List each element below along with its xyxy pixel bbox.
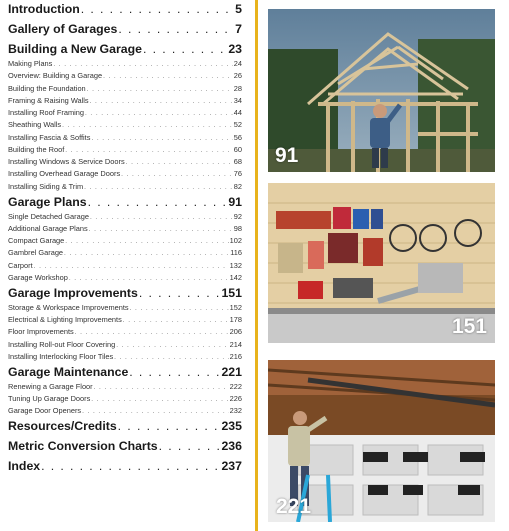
toc-dot-leader [116,341,228,350]
toc-entry-title: Garage Maintenance [8,364,129,379]
toc-subentry[interactable] [8,145,242,155]
toc-subentry[interactable] [8,133,242,143]
toc-entry-title: Making Plans [8,59,53,68]
toc-dot-leader [126,158,233,167]
toc-entry-page: 56 [233,132,242,142]
toc-subentry[interactable] [8,120,242,130]
toc-dot-leader [87,85,233,94]
toc-section-entry[interactable] [8,459,242,474]
toc-dot-leader [88,195,228,210]
toc-subentry[interactable] [8,169,242,179]
toc-subentry[interactable] [8,236,242,246]
toc-entry-page: 102 [229,236,242,245]
toc-subentry[interactable] [8,224,242,234]
toc-entry-page: 60 [233,144,242,154]
toc-entry-title: Storage & Workspace Improvements [8,302,129,312]
toc-subentry[interactable] [8,382,242,392]
toc-entry-title: Building a New Garage [8,42,142,56]
toc-entry-page: 26 [233,71,242,81]
toc-entry-title: Electrical & Lighting Improvements [8,315,122,324]
toc-dot-leader [62,121,233,130]
toc-dot-leader [90,97,233,106]
toc-dot-leader [118,22,234,37]
toc-entry-page: 98 [233,223,242,233]
toc-entry-title: Floor Improvements [8,327,74,337]
toc-section-entry[interactable] [8,365,242,380]
toc-entry-title: Garage Plans [8,194,87,209]
toc-entry-page: 28 [233,83,242,93]
toc-entry-title: Garage Workshop [8,272,68,282]
toc-entry-page: 235 [221,419,242,434]
toc-dot-leader [143,42,227,57]
toc-entry-page: 152 [229,302,242,312]
toc-section-entry[interactable] [8,42,242,57]
toc-entry-page: 52 [233,120,242,130]
toc-entry-title: Carport [8,260,33,270]
toc-entry-page: 216 [229,351,242,361]
photo-garage-framing [268,9,495,172]
toc-dot-leader [75,328,229,337]
toc-entry-page: 92 [233,211,242,221]
toc-dot-leader [53,60,232,69]
toc-entry-title: Gambrel Garage [8,248,64,258]
toc-entry-title: Gallery of Garages [8,22,118,36]
toc-entry-title: Installing Interlocking Floor Tiles [8,351,114,361]
toc-subentry[interactable] [8,394,242,404]
toc-section-entry[interactable] [8,419,242,434]
toc-entry-title: Renewing a Garage Floor [8,381,93,391]
toc-dot-leader [123,316,229,325]
toc-entry-page: 82 [233,181,242,191]
toc-section-entry[interactable] [8,22,242,37]
photo-garage-door-opener [268,360,495,522]
toc-subentry[interactable] [8,340,242,350]
toc-subentry[interactable] [8,96,242,106]
photo-page-number: 91 [275,144,299,167]
photo-page-number: 221 [276,495,312,518]
toc-entry-title: Installing Fascia & Soffits [8,132,91,142]
photo-garage-storage [268,183,495,343]
toc-section-entry[interactable] [8,2,242,17]
toc-subentry[interactable] [8,406,242,416]
toc-entry-page: 24 [233,59,242,68]
toc-subentry[interactable] [8,182,242,192]
toc-dot-leader [65,146,232,155]
toc-entry-title: Overview: Building a Garage [8,71,103,81]
toc-entry-page: 5 [235,2,242,16]
toc-entry-page: 226 [229,394,242,403]
toc-entry-page: 222 [229,381,242,391]
toc-entry-page: 237 [221,459,242,474]
toc-entry-title: Introduction [8,2,80,16]
toc-entry-title: Framing & Raising Walls [8,95,89,105]
toc-entry-title: Installing Windows & Service Doors [8,157,125,166]
toc-dot-leader [121,170,233,179]
toc-entry-title: Building the Foundation [8,83,86,93]
toc-entry-title: Metric Conversion Charts [8,439,158,454]
toc-entry-page: 116 [230,248,242,258]
toc-entry-page: 132 [229,260,242,270]
toc-entry-page: 44 [233,108,242,117]
toc-entry-page: 34 [233,95,242,105]
toc-dot-leader [103,72,233,81]
toc-entry-page: 68 [233,157,242,166]
toc-dot-leader [91,395,228,404]
toc-entry-page: 232 [229,406,242,416]
toc-dot-leader [41,459,220,474]
toc-dot-leader [84,183,233,192]
toc-subentry[interactable] [8,108,242,118]
toc-entry-title: Compact Garage [8,236,65,245]
toc-entry-title: Index [8,459,41,474]
toc-entry-page: 206 [229,327,242,337]
toc-subentry[interactable] [8,327,242,337]
toc-dot-leader [118,419,221,434]
toc-section-entry[interactable] [8,439,242,454]
toc-dot-leader [90,213,233,222]
toc-entry-page: 236 [221,439,242,454]
toc-entry-page: 221 [221,364,242,379]
toc-dot-leader [81,2,234,17]
toc-entry-title: Sheathing Walls [8,120,62,130]
toc-dot-leader [94,383,229,392]
toc-entry-title: Tuning Up Garage Doors [8,394,91,403]
toc-entry-title: Additional Garage Plans [8,223,88,233]
table-of-contents [8,0,244,531]
toc-subentry[interactable] [8,157,242,167]
toc-entry-title: Installing Roll-out Floor Covering [8,339,116,349]
toc-entry-title: Garage Improvements [8,285,138,300]
toc-dot-leader [64,249,229,258]
toc-entry-title: Building the Roof [8,144,65,154]
toc-entry-title: Garage Door Openers [8,406,82,416]
toc-subentry[interactable] [8,261,242,271]
toc-subentry[interactable] [8,315,242,325]
toc-entry-title: Installing Roof Framing [8,108,84,117]
toc-dot-leader [82,407,229,416]
toc-dot-leader [65,237,228,246]
toc-subentry[interactable] [8,352,242,362]
toc-subentry[interactable] [8,303,242,313]
toc-entry-page: 178 [229,315,242,324]
toc-subentry[interactable] [8,59,242,69]
toc-dot-leader [159,439,221,454]
toc-dot-leader [34,262,229,271]
toc-dot-leader [129,365,220,380]
toc-dot-leader [91,134,232,143]
toc-section-entry[interactable] [8,195,242,210]
toc-dot-leader [85,109,233,118]
toc-entry-page: 91 [228,194,242,209]
toc-dot-leader [114,353,228,362]
toc-subentry[interactable] [8,71,242,81]
toc-subentry[interactable] [8,84,242,94]
toc-section-entry[interactable] [8,286,242,301]
toc-entry-page: 151 [221,285,242,300]
toc-dot-leader [69,274,229,283]
toc-dot-leader [139,286,221,301]
toc-subentry[interactable] [8,212,242,222]
toc-entry-title: Resources/Credits [8,419,117,434]
toc-dot-leader [89,225,233,234]
toc-entry-page: 23 [228,42,242,56]
framing-illustration [268,9,495,172]
toc-entry-page: 76 [233,169,242,179]
accent-divider [255,0,258,531]
toc-entry-title: Single Detached Garage [8,211,89,221]
toc-entry-page: 142 [229,272,242,282]
toc-entry-page: 214 [229,339,242,349]
toc-entry-title: Installing Overhead Garage Doors [8,169,121,179]
toc-subentry[interactable] [8,273,242,283]
toc-entry-title: Installing Siding & Trim [8,181,84,191]
toc-dot-leader [130,304,229,313]
photo-page-number: 151 [451,315,487,338]
toc-entry-page: 7 [235,22,242,36]
toc-subentry[interactable] [8,248,242,258]
